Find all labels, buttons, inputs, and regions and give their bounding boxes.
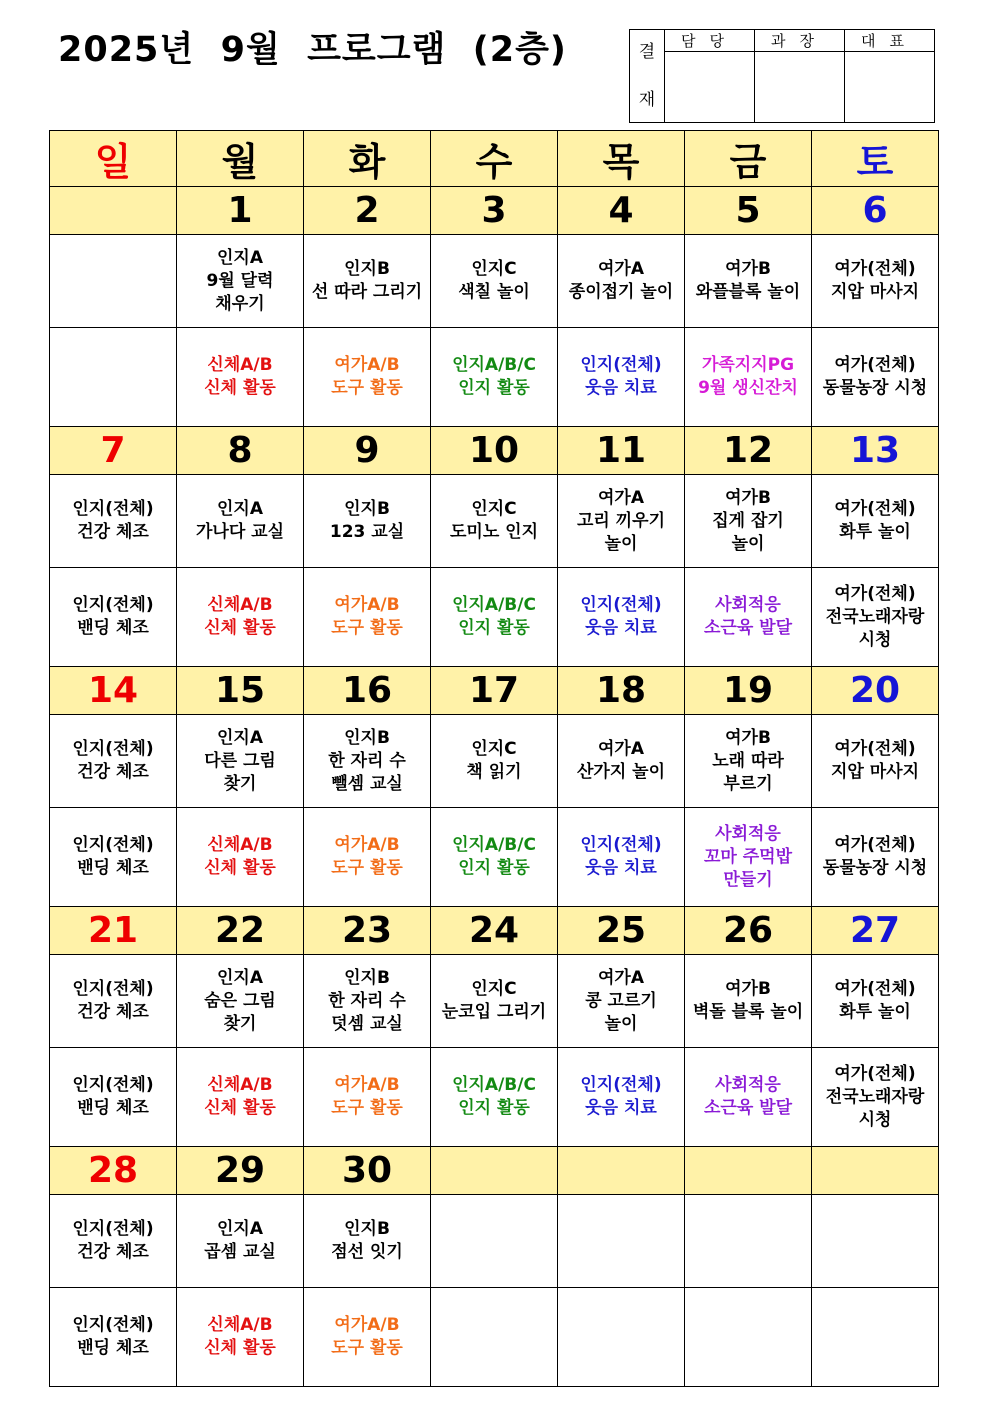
program-cell: 여가(전체) 동물농장 시청 (812, 808, 939, 907)
date-row (50, 907, 939, 955)
date-cell-tue: 16 (304, 667, 431, 715)
program-cell: 인지(전체) 웃음 치료 (558, 568, 685, 667)
program-cell: 신체A/B 신체 활동 (177, 808, 304, 907)
program-row (50, 1195, 939, 1288)
program-cell: 여가B 집게 잡기 놀이 (685, 475, 812, 568)
date-cell-fri (685, 1147, 812, 1195)
approval-header-chief: 과장 (755, 30, 845, 52)
program-cell: 인지(전체) 웃음 치료 (558, 1048, 685, 1147)
date-row (50, 1147, 939, 1195)
program-cell (812, 1195, 939, 1288)
date-cell-tue: 30 (304, 1147, 431, 1195)
date-cell-sat: 13 (812, 427, 939, 475)
weekday-tue: 화 (304, 131, 431, 187)
program-cell: 인지B 점선 잇기 (304, 1195, 431, 1288)
program-cell: 인지A/B/C 인지 활동 (431, 1048, 558, 1147)
approval-label: 결 재 (630, 30, 665, 123)
date-cell-wed: 24 (431, 907, 558, 955)
approval-signature-chief[interactable] (755, 52, 845, 123)
date-cell-fri: 5 (685, 187, 812, 235)
date-cell-thu: 4 (558, 187, 685, 235)
program-cell (50, 328, 177, 427)
program-cell (685, 1195, 812, 1288)
program-cell: 사회적응 소근육 발달 (685, 1048, 812, 1147)
program-cell: 인지(전체) 밴딩 체조 (50, 1048, 177, 1147)
date-cell-fri: 19 (685, 667, 812, 715)
program-cell: 인지B 123 교실 (304, 475, 431, 568)
program-cell: 인지C 눈코입 그리기 (431, 955, 558, 1048)
page-title: 2025년 9월 프로그램 (2층) (58, 30, 567, 70)
program-row (50, 568, 939, 667)
program-cell: 인지(전체) 웃음 치료 (558, 328, 685, 427)
program-cell: 여가B 벽돌 블록 놀이 (685, 955, 812, 1048)
program-cell (431, 1288, 558, 1387)
program-cell: 여가A/B 도구 활동 (304, 1048, 431, 1147)
program-cell: 인지A 가나다 교실 (177, 475, 304, 568)
program-cell: 사회적응 꼬마 주먹밥 만들기 (685, 808, 812, 907)
date-cell-sun: 14 (50, 667, 177, 715)
date-cell-wed (431, 1147, 558, 1195)
date-cell-mon: 1 (177, 187, 304, 235)
program-cell: 인지(전체) 건강 체조 (50, 475, 177, 568)
program-cell: 여가A 산가지 놀이 (558, 715, 685, 808)
date-cell-wed: 17 (431, 667, 558, 715)
program-cell: 신체A/B 신체 활동 (177, 1048, 304, 1147)
date-row (50, 667, 939, 715)
program-cell: 인지B 한 자리 수 뺄셈 교실 (304, 715, 431, 808)
date-row (50, 187, 939, 235)
date-cell-fri: 12 (685, 427, 812, 475)
approval-box (629, 29, 935, 123)
weekday-sat: 토 (812, 131, 939, 187)
program-cell (812, 1288, 939, 1387)
program-cell (558, 1195, 685, 1288)
weekday-mon: 월 (177, 131, 304, 187)
program-cell: 인지(전체) 웃음 치료 (558, 808, 685, 907)
program-cell: 인지B 선 따라 그리기 (304, 235, 431, 328)
weekday-thu: 목 (558, 131, 685, 187)
program-cell: 여가(전체) 전국노래자랑 시청 (812, 1048, 939, 1147)
program-cell: 가족지지PG 9월 생신잔치 (685, 328, 812, 427)
program-cell: 여가(전체) 동물농장 시청 (812, 328, 939, 427)
program-cell: 인지(전체) 건강 체조 (50, 955, 177, 1048)
program-cell: 인지A 9월 달력 채우기 (177, 235, 304, 328)
program-cell: 여가A 고리 끼우기 놀이 (558, 475, 685, 568)
approval-signature-director[interactable] (845, 52, 935, 123)
program-cell: 신체A/B 신체 활동 (177, 568, 304, 667)
date-cell-wed: 3 (431, 187, 558, 235)
program-cell: 인지(전체) 건강 체조 (50, 1195, 177, 1288)
program-cell: 여가B 노래 따라 부르기 (685, 715, 812, 808)
program-cell (685, 1288, 812, 1387)
date-cell-sun (50, 187, 177, 235)
date-cell-sat (812, 1147, 939, 1195)
program-row (50, 1288, 939, 1387)
program-cell: 여가A/B 도구 활동 (304, 1288, 431, 1387)
program-cell: 여가A/B 도구 활동 (304, 568, 431, 667)
date-cell-tue: 9 (304, 427, 431, 475)
program-cell: 여가(전체) 지압 마사지 (812, 715, 939, 808)
date-cell-thu: 25 (558, 907, 685, 955)
date-cell-sun: 21 (50, 907, 177, 955)
program-cell: 신체A/B 신체 활동 (177, 328, 304, 427)
program-cell: 인지(전체) 밴딩 체조 (50, 808, 177, 907)
program-row (50, 475, 939, 568)
program-cell: 인지A/B/C 인지 활동 (431, 568, 558, 667)
program-cell: 여가A 콩 고르기 놀이 (558, 955, 685, 1048)
approval-signature-manager[interactable] (665, 52, 755, 123)
calendar-table (49, 130, 939, 1387)
program-cell (431, 1195, 558, 1288)
program-cell: 여가B 와플블록 놀이 (685, 235, 812, 328)
program-cell: 여가(전체) 지압 마사지 (812, 235, 939, 328)
weekday-sun: 일 (50, 131, 177, 187)
program-cell: 신체A/B 신체 활동 (177, 1288, 304, 1387)
program-cell: 인지C 책 읽기 (431, 715, 558, 808)
date-cell-fri: 26 (685, 907, 812, 955)
approval-header-manager: 담당 (665, 30, 755, 52)
date-cell-thu: 18 (558, 667, 685, 715)
date-cell-mon: 22 (177, 907, 304, 955)
program-cell (558, 1288, 685, 1387)
date-cell-mon: 8 (177, 427, 304, 475)
program-cell: 인지B 한 자리 수 덧셈 교실 (304, 955, 431, 1048)
program-row (50, 715, 939, 808)
date-cell-thu (558, 1147, 685, 1195)
date-cell-tue: 23 (304, 907, 431, 955)
program-cell: 여가A 종이접기 놀이 (558, 235, 685, 328)
program-cell: 인지C 도미노 인지 (431, 475, 558, 568)
program-cell: 여가(전체) 전국노래자랑 시청 (812, 568, 939, 667)
program-cell: 사회적응 소근육 발달 (685, 568, 812, 667)
date-cell-sun: 28 (50, 1147, 177, 1195)
date-cell-sat: 27 (812, 907, 939, 955)
date-cell-sat: 6 (812, 187, 939, 235)
program-cell: 인지A 숨은 그림 찾기 (177, 955, 304, 1048)
program-cell: 여가A/B 도구 활동 (304, 328, 431, 427)
approval-header-director: 대표 (845, 30, 935, 52)
program-cell: 인지(전체) 밴딩 체조 (50, 1288, 177, 1387)
date-cell-tue: 2 (304, 187, 431, 235)
date-cell-sun: 7 (50, 427, 177, 475)
program-row (50, 235, 939, 328)
program-row (50, 808, 939, 907)
date-row (50, 427, 939, 475)
weekday-header-row (50, 131, 939, 187)
program-cell: 인지A/B/C 인지 활동 (431, 808, 558, 907)
program-cell: 인지C 색칠 놀이 (431, 235, 558, 328)
weekday-wed: 수 (431, 131, 558, 187)
date-cell-mon: 29 (177, 1147, 304, 1195)
program-row (50, 1048, 939, 1147)
program-cell: 여가(전체) 화투 놀이 (812, 475, 939, 568)
weekday-fri: 금 (685, 131, 812, 187)
program-cell: 인지(전체) 건강 체조 (50, 715, 177, 808)
date-cell-mon: 15 (177, 667, 304, 715)
date-cell-thu: 11 (558, 427, 685, 475)
program-cell: 여가A/B 도구 활동 (304, 808, 431, 907)
program-cell: 인지A 다른 그림 찾기 (177, 715, 304, 808)
program-cell: 인지A 곱셈 교실 (177, 1195, 304, 1288)
program-cell: 인지(전체) 밴딩 체조 (50, 568, 177, 667)
program-cell (50, 235, 177, 328)
date-cell-sat: 20 (812, 667, 939, 715)
program-cell: 여가(전체) 화투 놀이 (812, 955, 939, 1048)
program-row (50, 328, 939, 427)
program-row (50, 955, 939, 1048)
program-cell: 인지A/B/C 인지 활동 (431, 328, 558, 427)
date-cell-wed: 10 (431, 427, 558, 475)
